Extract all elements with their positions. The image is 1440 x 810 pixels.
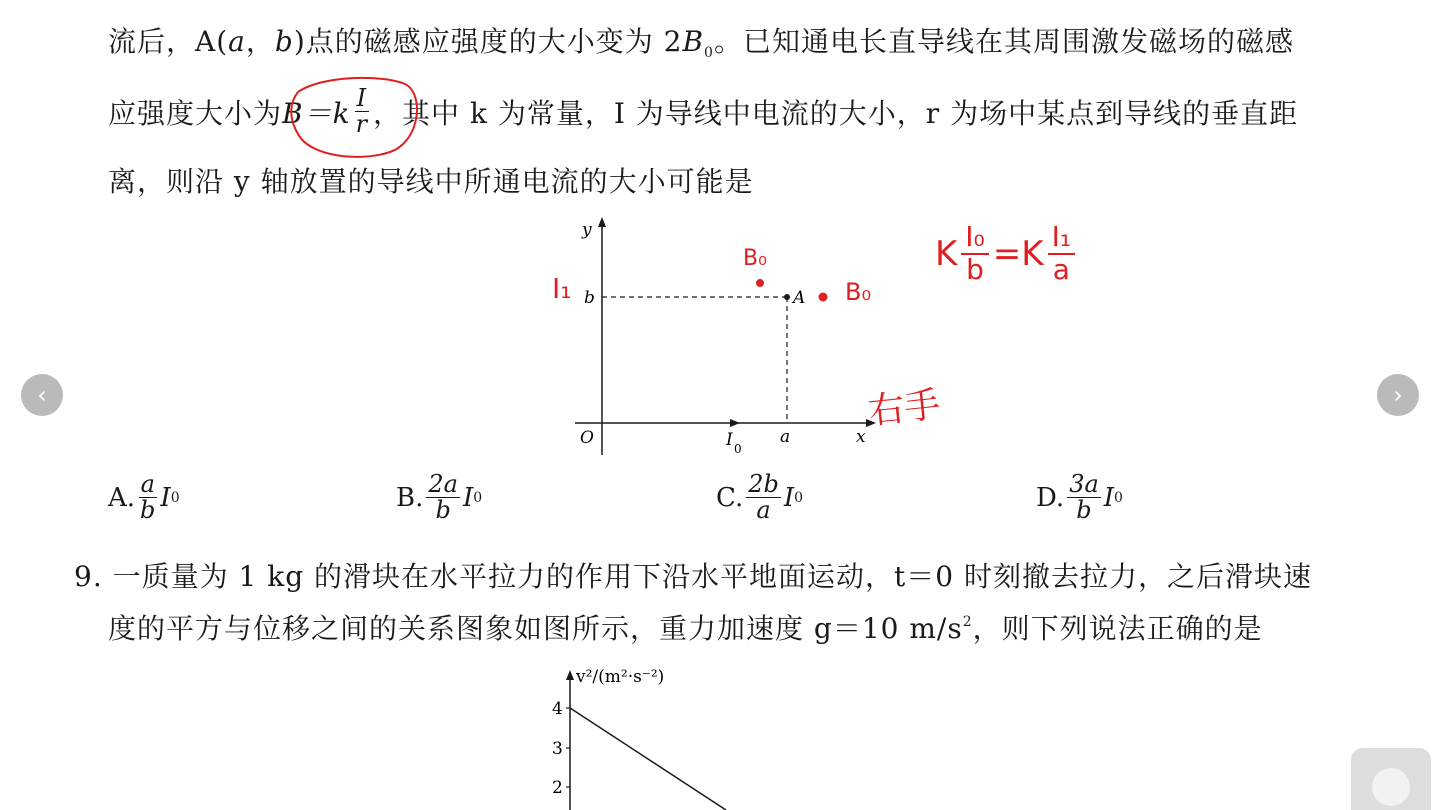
tick-label-3: 3 — [552, 739, 563, 759]
choice-I: I — [462, 482, 474, 513]
text-segment: ，其中 k 为常量，I 为导线中电流的大小，r 为场中某点到导线的垂直距 — [373, 96, 1299, 130]
choice-letter: B. — [396, 482, 424, 513]
problem8-line1 — [108, 20, 1294, 61]
text-segment: ，则下列说法正确的是 — [972, 612, 1263, 645]
origin-label: O — [580, 428, 594, 448]
fraction-numerator: a — [140, 470, 155, 498]
fraction-numerator: 2b — [748, 470, 779, 498]
choice-B[interactable] — [396, 472, 482, 523]
fraction-denominator: a — [756, 496, 771, 525]
chevron-left-icon: ‹ — [37, 381, 47, 409]
red-dot-top — [756, 279, 764, 287]
fraction-denominator: b — [140, 496, 156, 525]
eq-k: K — [935, 233, 958, 274]
var-B: B — [682, 25, 705, 58]
subscript: 0 — [1114, 489, 1123, 506]
eq-fraction-2 — [1048, 222, 1075, 286]
superscript: 2 — [962, 614, 973, 630]
subscript: 0 — [704, 45, 714, 61]
text-segment: )点的磁感应强度的大小变为 2 — [293, 25, 683, 58]
handwritten-right-hand: 右手 — [866, 384, 943, 433]
choice-letter: A. — [108, 482, 136, 513]
choice-C[interactable] — [716, 472, 803, 523]
graph-y-arrow — [566, 670, 574, 680]
subscript: 0 — [170, 489, 180, 506]
fraction-denominator: b — [435, 496, 451, 525]
choice-fraction — [1067, 472, 1101, 523]
handwritten-B0-right: B₀ — [845, 278, 872, 306]
subscript: 0 — [794, 489, 804, 506]
point-A-label: A — [793, 288, 806, 308]
eq-num-2: I₁ — [1048, 222, 1075, 255]
formula-circle-annotation — [280, 72, 430, 162]
graph-y-axis-label: v²/(m²·s⁻²) — [576, 667, 665, 687]
tick-b: b — [584, 288, 595, 308]
floating-assistive-button[interactable] — [1351, 748, 1431, 810]
choice-I: I — [160, 482, 171, 513]
formula-lhs: B＝k — [282, 96, 351, 130]
fraction-denominator: r — [355, 110, 369, 139]
next-page-button[interactable] — [1377, 374, 1419, 416]
var-a: a — [228, 25, 246, 58]
text-segment: ， — [245, 25, 275, 58]
current-label: I — [726, 430, 733, 450]
text-segment: 流后，A( — [108, 25, 229, 58]
problem8-line3: 离，则沿 y 轴放置的导线中所通电流的大小可能是 — [108, 165, 754, 198]
assistive-circle-icon — [1372, 768, 1410, 806]
chevron-right-icon: › — [1393, 381, 1403, 409]
handwritten-I1: I₁ — [552, 272, 572, 305]
y-axis-arrow — [598, 217, 606, 227]
choice-A[interactable] — [108, 472, 180, 523]
fraction-numerator: 3a — [1069, 470, 1099, 498]
y-label: y — [582, 220, 592, 240]
eq-fraction-1 — [961, 222, 988, 286]
choice-fraction — [746, 472, 781, 523]
fraction-numerator: 2a — [428, 470, 458, 498]
eq-den-1: b — [966, 252, 984, 286]
problem9-line2 — [108, 607, 1263, 647]
tick-a: a — [780, 427, 791, 447]
velocity-graph — [540, 660, 780, 810]
choice-D[interactable] — [1036, 472, 1123, 523]
fraction-numerator: I — [356, 84, 368, 112]
handwritten-B0-top: B₀ — [743, 246, 767, 271]
problem9-line1: 9. 一质量为 1 kg 的滑块在水平拉力的作用下沿水平地面运动，t＝0 时刻撤去拉力，之后滑块速 — [74, 560, 1312, 593]
tick-label-2: 2 — [552, 778, 563, 798]
tick-label-4: 4 — [552, 699, 563, 719]
choice-I: I — [783, 482, 795, 513]
var-b: b — [274, 25, 294, 58]
fraction-denominator: b — [1076, 496, 1092, 525]
current-arrow — [730, 419, 740, 427]
handwritten-equation — [935, 222, 1079, 286]
choice-letter: D. — [1036, 482, 1065, 513]
x-label: x — [856, 427, 866, 447]
choice-fraction — [138, 472, 157, 523]
graph-line — [570, 708, 726, 810]
text-segment: 。已知通电长直导线在其周围激发磁场的磁感 — [713, 25, 1294, 58]
text-segment: 度的平方与位移之间的关系图象如图所示，重力加速度 g＝10 m/s — [108, 612, 963, 645]
eq-den-2: a — [1052, 252, 1070, 286]
choice-letter: C. — [716, 482, 744, 513]
choice-I: I — [1103, 482, 1115, 513]
red-dot-right — [819, 293, 828, 302]
eq-num-1: I₀ — [961, 222, 988, 255]
text-segment: 应强度大小为 — [108, 96, 283, 130]
subscript: 0 — [473, 489, 483, 506]
eq-equals-k: =K — [992, 233, 1044, 274]
prev-page-button[interactable] — [21, 374, 63, 416]
point-A — [784, 294, 790, 300]
current-subscript: 0 — [734, 442, 742, 456]
choice-fraction — [426, 472, 460, 523]
